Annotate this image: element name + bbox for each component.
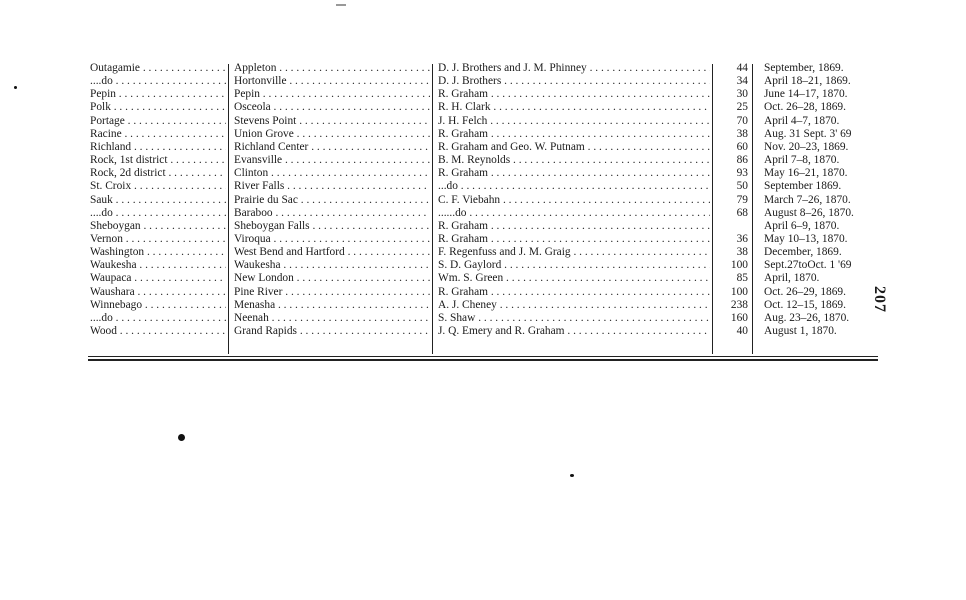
- county-cell-text: Outagamie . . .: [90, 62, 226, 74]
- county-cell: [90, 299, 226, 312]
- place-cell: [234, 128, 430, 141]
- number-cell: [712, 220, 748, 233]
- place-cell: [234, 154, 430, 167]
- county-cell-text: St. Croix . . .: [90, 180, 226, 192]
- ink-speck: [178, 434, 185, 441]
- place-cell: [234, 246, 430, 259]
- county-cell-text: Pepin . . .: [90, 88, 226, 100]
- date-cell-text: April 6–9, 1870.: [764, 219, 840, 232]
- conductors-cell: [438, 246, 710, 259]
- page-number: 207: [871, 286, 888, 313]
- number-cell-text: 86: [736, 154, 748, 167]
- number-cell-text: 44: [736, 62, 748, 74]
- county-cell: [90, 325, 226, 338]
- county-cell: [90, 246, 226, 259]
- table-row: [88, 246, 878, 259]
- number-cell: [712, 141, 748, 154]
- conductors-cell-text: R. Graham . . .: [438, 233, 710, 245]
- table-row: [88, 62, 878, 75]
- place-cell: [234, 167, 430, 180]
- conductors-cell: [438, 194, 710, 207]
- county-cell: [90, 167, 226, 180]
- place-cell-text: River Falls . . .: [234, 180, 430, 192]
- place-cell: [234, 325, 430, 338]
- conductors-cell-text: A. J. Cheney . . .: [438, 299, 710, 311]
- number-cell-text: 85: [736, 272, 748, 285]
- table-row: [88, 101, 878, 114]
- conductors-cell: [438, 128, 710, 141]
- conductors-cell-text: R. Graham . . .: [438, 220, 710, 232]
- date-cell: [764, 233, 878, 246]
- conductors-cell-text: C. F. Viebahn . . .: [438, 194, 710, 206]
- date-cell-text: Nov. 20–23, 1869.: [764, 140, 849, 153]
- conductors-cell-text: F. Regenfuss and J. M. Graig . . .: [438, 246, 710, 258]
- county-cell: [90, 194, 226, 207]
- county-cell: [90, 115, 226, 128]
- table-row: [88, 220, 878, 233]
- number-cell-text: 79: [736, 193, 748, 206]
- number-cell: [712, 62, 748, 75]
- date-cell-text: May 16–21, 1870.: [764, 167, 848, 180]
- date-cell: [764, 128, 878, 141]
- number-cell-text: 38: [736, 246, 748, 259]
- conductors-cell-text: R. Graham . . .: [438, 167, 710, 179]
- date-cell: [764, 194, 878, 207]
- county-cell-text: Portage . . .: [90, 115, 226, 127]
- date-cell: [764, 75, 878, 88]
- place-cell: [234, 272, 430, 285]
- number-cell-text: 36: [736, 232, 748, 245]
- conductors-cell: [438, 154, 710, 167]
- table-bottom-double-rule: [88, 359, 878, 361]
- county-cell-text: Waushara . . .: [90, 286, 226, 298]
- number-cell-text: 160: [730, 311, 748, 324]
- conductors-cell: [438, 272, 710, 285]
- table-row: [88, 286, 878, 299]
- number-cell: [712, 115, 748, 128]
- place-cell-text: Richland Center . . .: [234, 141, 430, 153]
- table-bottom-rule: [88, 356, 878, 357]
- place-cell-text: Baraboo . . .: [234, 207, 430, 219]
- place-cell: [234, 141, 430, 154]
- date-cell: [764, 312, 878, 325]
- date-cell: [764, 154, 878, 167]
- date-cell: [764, 62, 878, 75]
- date-cell-text: Aug. 31 Sept. 3' 69: [764, 127, 852, 140]
- county-cell-text: Rock, 2d district . . .: [90, 167, 226, 179]
- county-cell-text: Racine . . .: [90, 128, 226, 140]
- conductors-cell: [438, 286, 710, 299]
- ink-speck: [570, 474, 574, 477]
- number-cell: [712, 299, 748, 312]
- county-cell: [90, 88, 226, 101]
- place-cell: [234, 233, 430, 246]
- number-cell-text: 93: [736, 167, 748, 180]
- place-cell-text: Pine River . . .: [234, 286, 430, 298]
- county-cell: [90, 141, 226, 154]
- place-cell-text: Neenah . . .: [234, 312, 430, 324]
- conductors-cell: [438, 207, 710, 220]
- table-row: [88, 154, 878, 167]
- ink-speck: [14, 86, 17, 89]
- date-cell: [764, 325, 878, 338]
- conductors-cell: [438, 299, 710, 312]
- conductors-cell-text: S. D. Gaylord . . .: [438, 259, 710, 271]
- date-cell: [764, 141, 878, 154]
- table-row: [88, 299, 878, 312]
- place-cell-text: Stevens Point . . .: [234, 115, 430, 127]
- date-cell-text: April 18–21, 1869.: [764, 75, 851, 88]
- place-cell: [234, 62, 430, 75]
- number-cell: [712, 194, 748, 207]
- date-cell: [764, 167, 878, 180]
- conductors-cell-text: R. H. Clark . . .: [438, 101, 710, 113]
- place-cell-text: West Bend and Hartford . . .: [234, 246, 430, 258]
- table-row: [88, 115, 878, 128]
- date-cell: [764, 88, 878, 101]
- date-cell-text: June 14–17, 1870.: [764, 88, 848, 101]
- date-cell-text: Oct. 26–29, 1869.: [764, 285, 846, 298]
- conductors-cell-text: S. Shaw . . .: [438, 312, 710, 324]
- table-row: [88, 207, 878, 220]
- date-cell: [764, 220, 878, 233]
- place-cell-text: Pepin . . .: [234, 88, 430, 100]
- place-cell: [234, 220, 430, 233]
- place-cell: [234, 312, 430, 325]
- county-cell-text: Rock, 1st district . . .: [90, 154, 226, 166]
- conductors-cell-text: R. Graham and Geo. W. Putnam . . .: [438, 141, 710, 153]
- date-cell-text: May 10–13, 1870.: [764, 232, 848, 245]
- place-cell-text: Union Grove . . .: [234, 128, 430, 140]
- number-cell: [712, 286, 748, 299]
- date-cell: [764, 299, 878, 312]
- place-cell-text: Osceola . . .: [234, 101, 430, 113]
- county-cell: [90, 75, 226, 88]
- conductors-cell-text: D. J. Brothers . . .: [438, 75, 710, 87]
- conductors-cell-text: ...do . . .: [438, 180, 710, 192]
- number-cell: [712, 207, 748, 220]
- place-cell-text: Prairie du Sac . . .: [234, 194, 430, 206]
- date-cell-text: Oct. 12–15, 1869.: [764, 298, 846, 311]
- table-row: [88, 128, 878, 141]
- date-cell: [764, 246, 878, 259]
- conductors-cell-text: ......do . . .: [438, 207, 710, 219]
- county-cell-text: Richland . . .: [90, 141, 226, 153]
- county-cell-text: Sauk . . .: [90, 194, 226, 206]
- county-cell: [90, 286, 226, 299]
- place-cell-text: Grand Rapids . . .: [234, 325, 430, 337]
- county-cell: [90, 154, 226, 167]
- date-cell-text: September 1869.: [764, 180, 842, 193]
- county-cell-text: ....do . . .: [90, 312, 226, 324]
- county-cell: [90, 312, 226, 325]
- conductors-cell-text: J. Q. Emery and R. Graham . . .: [438, 325, 710, 337]
- place-cell-text: Hortonville . . .: [234, 75, 430, 87]
- table-row: [88, 312, 878, 325]
- county-cell-text: Vernon . . .: [90, 233, 226, 245]
- date-cell-text: Sept.27toOct. 1 '69: [764, 259, 852, 272]
- table-row: [88, 141, 878, 154]
- table-row: [88, 167, 878, 180]
- date-cell: [764, 286, 878, 299]
- county-cell-text: ....do . . .: [90, 75, 226, 87]
- number-cell: [712, 167, 748, 180]
- date-cell-text: Oct. 26–28, 1869.: [764, 101, 846, 114]
- date-cell-text: December, 1869.: [764, 246, 842, 259]
- date-cell: [764, 259, 878, 272]
- conductors-cell: [438, 167, 710, 180]
- conductors-cell: [438, 233, 710, 246]
- number-cell-text: 38: [736, 127, 748, 140]
- conductors-cell-text: D. J. Brothers and J. M. Phinney . . .: [438, 62, 710, 74]
- date-cell: [764, 207, 878, 220]
- table-row: [88, 75, 878, 88]
- place-cell: [234, 299, 430, 312]
- date-cell: [764, 180, 878, 193]
- place-cell-text: Evansville . . .: [234, 154, 430, 166]
- county-cell: [90, 233, 226, 246]
- date-cell-text: Aug. 23–26, 1870.: [764, 311, 850, 324]
- table-row: [88, 88, 878, 101]
- date-cell-text: August 1, 1870.: [764, 325, 837, 337]
- conductors-cell: [438, 220, 710, 233]
- place-cell: [234, 115, 430, 128]
- place-cell: [234, 101, 430, 114]
- table-row: [88, 259, 878, 272]
- place-cell-text: Clinton . . .: [234, 167, 430, 179]
- county-cell-text: Winnebago . . .: [90, 299, 226, 311]
- number-cell: [712, 180, 748, 193]
- county-cell-text: Wood . . .: [90, 325, 226, 337]
- conductors-cell-text: R. Graham . . .: [438, 286, 710, 298]
- conductors-cell-text: Wm. S. Green . . .: [438, 272, 710, 284]
- place-cell: [234, 88, 430, 101]
- place-cell-text: New London . . .: [234, 272, 430, 284]
- conductors-cell: [438, 101, 710, 114]
- conductors-cell: [438, 325, 710, 338]
- county-cell: [90, 207, 226, 220]
- number-cell-text: 50: [736, 180, 748, 193]
- number-cell: [712, 272, 748, 285]
- conductors-cell: [438, 312, 710, 325]
- county-cell: [90, 180, 226, 193]
- number-cell: [712, 246, 748, 259]
- county-cell: [90, 62, 226, 75]
- top-print-mark: [336, 4, 346, 6]
- conductors-cell: [438, 75, 710, 88]
- conductors-cell: [438, 115, 710, 128]
- date-cell-text: April 4–7, 1870.: [764, 114, 840, 127]
- county-cell-text: Washington . . .: [90, 246, 226, 258]
- conductors-cell-text: R. Graham . . .: [438, 88, 710, 100]
- date-cell-text: April 7–8, 1870.: [764, 154, 840, 167]
- county-cell: [90, 101, 226, 114]
- date-cell: [764, 272, 878, 285]
- conductors-cell: [438, 62, 710, 75]
- number-cell: [712, 75, 748, 88]
- conductors-cell: [438, 259, 710, 272]
- number-cell: [712, 154, 748, 167]
- table-row: [88, 180, 878, 193]
- county-cell-text: Waupaca . . .: [90, 272, 226, 284]
- place-cell-text: Sheboygan Falls . . .: [234, 220, 430, 232]
- date-cell-text: March 7–26, 1870.: [764, 193, 851, 206]
- number-cell-text: 25: [736, 101, 748, 114]
- date-cell-text: September, 1869.: [764, 62, 844, 74]
- date-cell-text: April, 1870.: [764, 272, 820, 285]
- place-cell-text: Appleton . . .: [234, 62, 430, 74]
- county-cell: [90, 272, 226, 285]
- place-cell: [234, 180, 430, 193]
- county-cell: [90, 259, 226, 272]
- number-cell: [712, 325, 748, 338]
- county-cell-text: ....do . . .: [90, 207, 226, 219]
- number-cell-text: 40: [736, 325, 748, 337]
- county-cell-text: Sheboygan . . .: [90, 220, 226, 232]
- county-cell: [90, 128, 226, 141]
- place-cell-text: Menasha . . .: [234, 299, 430, 311]
- county-cell-text: Waukesha . . .: [90, 259, 226, 271]
- number-cell: [712, 259, 748, 272]
- conductors-cell-text: R. Graham . . .: [438, 128, 710, 140]
- date-cell-text: August 8–26, 1870.: [764, 206, 854, 219]
- number-cell-text: 30: [736, 88, 748, 101]
- place-cell: [234, 259, 430, 272]
- number-cell-text: 34: [736, 75, 748, 88]
- place-cell: [234, 286, 430, 299]
- number-cell: [712, 128, 748, 141]
- table-row: [88, 325, 878, 338]
- place-cell: [234, 207, 430, 220]
- number-cell: [712, 233, 748, 246]
- place-cell-text: Waukesha . . .: [234, 259, 430, 271]
- table-row: [88, 233, 878, 246]
- table-row: [88, 272, 878, 285]
- conductors-cell: [438, 180, 710, 193]
- date-cell: [764, 101, 878, 114]
- number-cell-text: 68: [736, 206, 748, 219]
- number-cell-text: 100: [730, 259, 748, 272]
- number-cell: [712, 88, 748, 101]
- conductors-cell-text: B. M. Reynolds . . .: [438, 154, 710, 166]
- number-cell: [712, 312, 748, 325]
- number-cell-text: 100: [730, 285, 748, 298]
- place-cell: [234, 194, 430, 207]
- county-cell-text: Polk . . .: [90, 101, 226, 113]
- number-cell-text: 238: [730, 298, 748, 311]
- county-cell: [90, 220, 226, 233]
- date-cell: [764, 115, 878, 128]
- number-cell-text: 70: [736, 114, 748, 127]
- table-row: [88, 194, 878, 207]
- number-cell: [712, 101, 748, 114]
- number-cell-text: 60: [736, 140, 748, 153]
- place-cell-text: Viroqua . . .: [234, 233, 430, 245]
- conductors-cell: [438, 141, 710, 154]
- conductors-cell-text: J. H. Felch . . .: [438, 115, 710, 127]
- conductors-cell: [438, 88, 710, 101]
- place-cell: [234, 75, 430, 88]
